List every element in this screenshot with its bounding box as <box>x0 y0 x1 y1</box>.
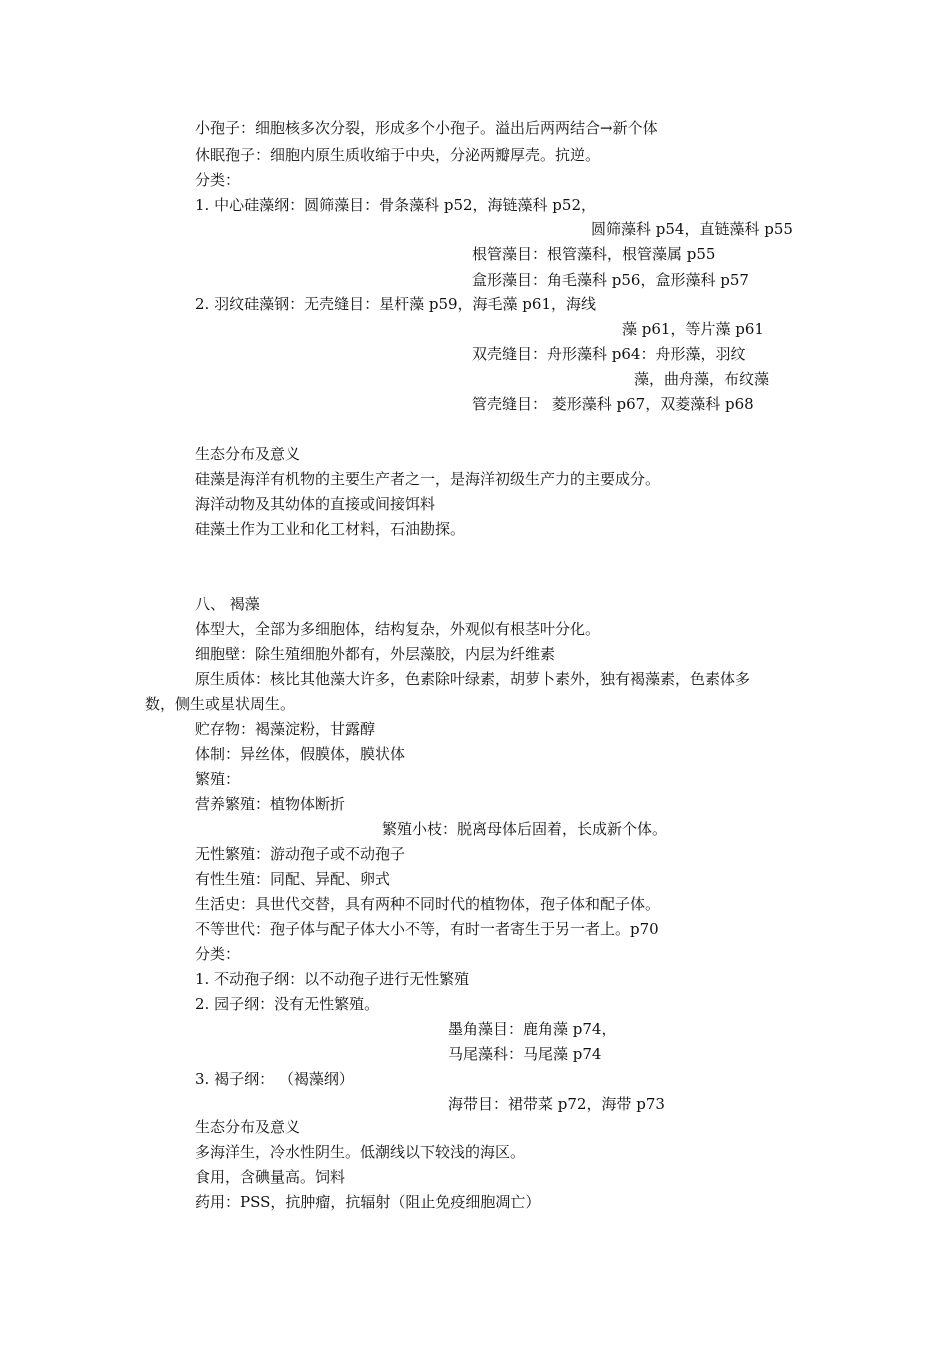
text-line: 1. 中心硅藻纲：圆筛藻目：骨条藻科 p52，海链藻科 p52， <box>195 196 596 214</box>
text-line: 不等世代：孢子体与配子体大小不等，有时一者寄生于另一者上。p70 <box>195 920 659 938</box>
text-line: 生活史：具世代交替，具有两种不同时代的植物体，孢子体和配子体。 <box>195 895 661 913</box>
text-line: 营养繁殖：植物体断折 <box>195 795 346 813</box>
text-line: 盒形藻目：角毛藻科 p56，盒形藻科 p57 <box>472 271 749 289</box>
text-line: 根管藻目：根管藻科，根管藻属 p55 <box>472 245 716 263</box>
section-heading: 生态分布及意义 <box>195 445 301 463</box>
text-line: 数，侧生或星状周生。 <box>145 695 296 713</box>
text-line: 分类： <box>195 945 241 963</box>
text-line: 海洋动物及其幼体的直接或间接饵料 <box>195 495 436 513</box>
text-line: 圆筛藻科 p54，直链藻科 p55 <box>591 220 793 238</box>
text-line: 3. 褐子纲： （褐藻纲） <box>195 1070 354 1088</box>
text-line: 藻，曲舟藻，布纹藻 <box>634 370 770 388</box>
text-line: 藻 p61，等片藻 p61 <box>622 320 764 338</box>
text-line: 小孢子：细胞核多次分裂，形成多个小孢子。溢出后两两结合→新个体 <box>195 119 658 137</box>
text-line: 管壳缝目： 菱形藻科 p67，双菱藻科 p68 <box>472 395 754 413</box>
text-line: 硅藻是海洋有机物的主要生产者之一，是海洋初级生产力的主要成分。 <box>195 470 661 488</box>
text-line: 药用：PSS，抗肿瘤，抗辐射（阻止免疫细胞凋亡） <box>195 1193 541 1211</box>
text-line: 1. 不动孢子纲：以不动孢子进行无性繁殖 <box>195 970 470 988</box>
text-line: 繁殖： <box>195 770 241 788</box>
text-line: 马尾藻科：马尾藻 p74 <box>448 1045 602 1063</box>
text-line: 多海洋生，冷水性阴生。低潮线以下较浅的海区。 <box>195 1143 526 1161</box>
text-line: 贮存物：褐藻淀粉，甘露醇 <box>195 720 376 738</box>
text-line: 繁殖小枝：脱离母体后固着，长成新个体。 <box>382 820 668 838</box>
text-line: 食用，含碘量高。饲料 <box>195 1168 346 1186</box>
text-line: 海带目：裙带菜 p72，海带 p73 <box>448 1095 665 1113</box>
text-line: 体制：异丝体，假膜体，膜状体 <box>195 745 406 763</box>
text-line: 分类： <box>195 171 241 189</box>
text-line: 硅藻土作为工业和化工材料，石油勘探。 <box>195 520 466 538</box>
text-line: 细胞壁：除生殖细胞外都有，外层藻胶，内层为纤维素 <box>195 645 556 663</box>
text-line: 2. 园子纲：没有无性繁殖。 <box>195 995 380 1013</box>
text-line: 有性生殖：同配、异配、卵式 <box>195 870 391 888</box>
section-heading: 八、 褐藻 <box>195 595 260 613</box>
text-line: 休眠孢子：细胞内原生质收缩于中央，分泌两瓣厚壳。抗逆。 <box>195 146 601 164</box>
text-line: 无性繁殖：游动孢子或不动孢子 <box>195 845 406 863</box>
text-line: 双壳缝目：舟形藻科 p64：舟形藻，羽纹 <box>472 345 746 363</box>
text-line: 原生质体：核比其他藻大许多，色素除叶绿素，胡萝卜素外，独有褐藻素，色素体多 <box>195 670 751 688</box>
text-line: 体型大，全部为多细胞体，结构复杂，外观似有根茎叶分化。 <box>195 620 601 638</box>
text-line: 墨角藻目：鹿角藻 p74， <box>448 1020 617 1038</box>
text-line: 2. 羽纹硅藻钢：无壳缝目：星杆藻 p59，海毛藻 p61，海线 <box>195 295 596 313</box>
section-heading: 生态分布及意义 <box>195 1118 301 1136</box>
